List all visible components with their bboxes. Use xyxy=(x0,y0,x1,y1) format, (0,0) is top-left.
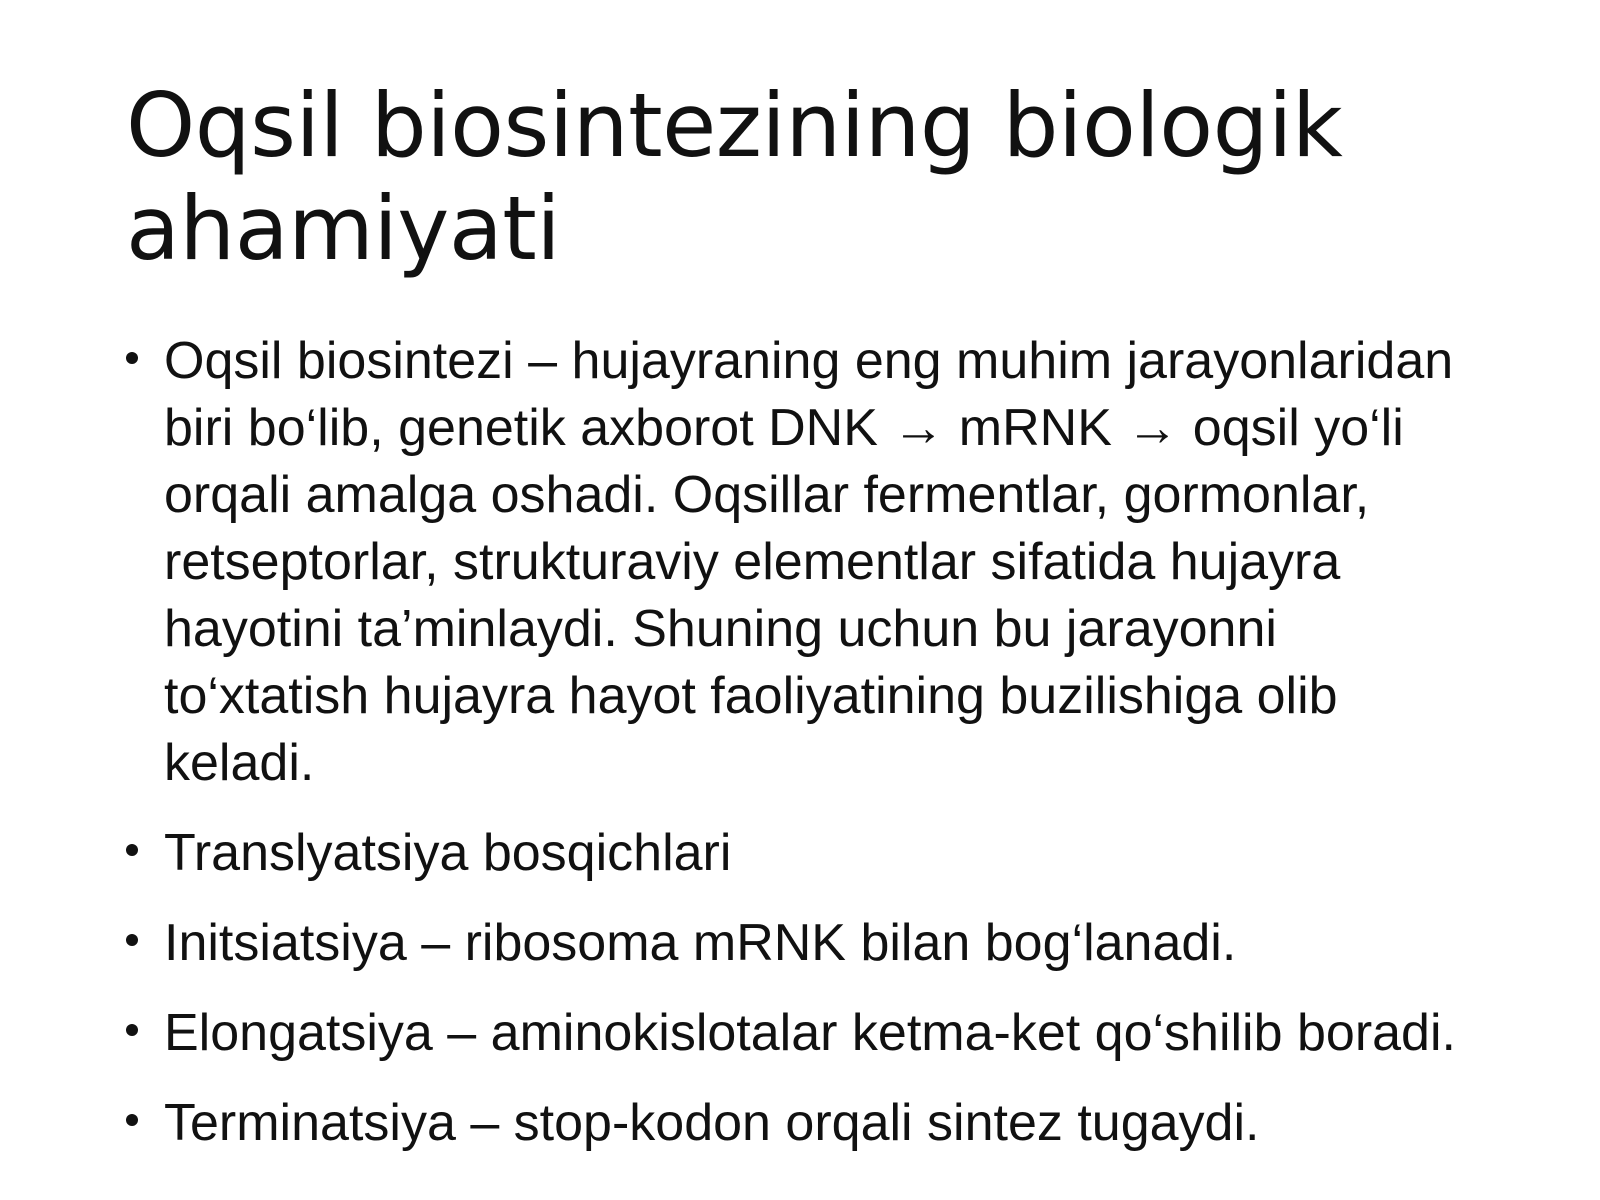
bullet-text: Oqsil biosintezi – hujayraning eng muhim jarayonlaridan biri bo‘lib, genetik axborot DNK → mRNK → oqsil yo‘li orqali amalga oshadi. Oqsillar fermentlar, gormonlar, retseptorlar, strukturaviy elementlar sifatida hujayra hayotini ta’minlaydi. Shuning uchun bu jarayonni to‘xtatish hujayra hayot faoliyatining buzilishiga olib keladi. xyxy=(164,332,1454,792)
bullet-list xyxy=(126,328,1456,1180)
bullet-icon xyxy=(126,934,138,946)
bullet-icon xyxy=(126,352,138,364)
bullet-text: Initsiatsiya – ribosoma mRNK bilan bog‘lanadi. xyxy=(164,914,1237,972)
bullet-icon xyxy=(126,1024,138,1036)
bullet-icon xyxy=(126,844,138,856)
slide-title: Oqsil biosintezining biologik ahamiyati xyxy=(126,74,1343,280)
bullet-text: Elongatsiya – aminokislotalar ketma-ket qo‘shilib boradi. xyxy=(164,1004,1456,1062)
bullet-text: Terminatsiya – stop-kodon orqali sintez tugaydi. xyxy=(164,1094,1260,1152)
bullet-item xyxy=(126,328,1456,797)
bullet-item xyxy=(126,1090,1456,1157)
bullet-icon xyxy=(126,1114,138,1126)
bullet-item xyxy=(126,820,1456,887)
bullet-item xyxy=(126,1000,1456,1067)
bullet-text: Translyatsiya bosqichlari xyxy=(164,824,732,882)
bullet-item xyxy=(126,910,1456,977)
